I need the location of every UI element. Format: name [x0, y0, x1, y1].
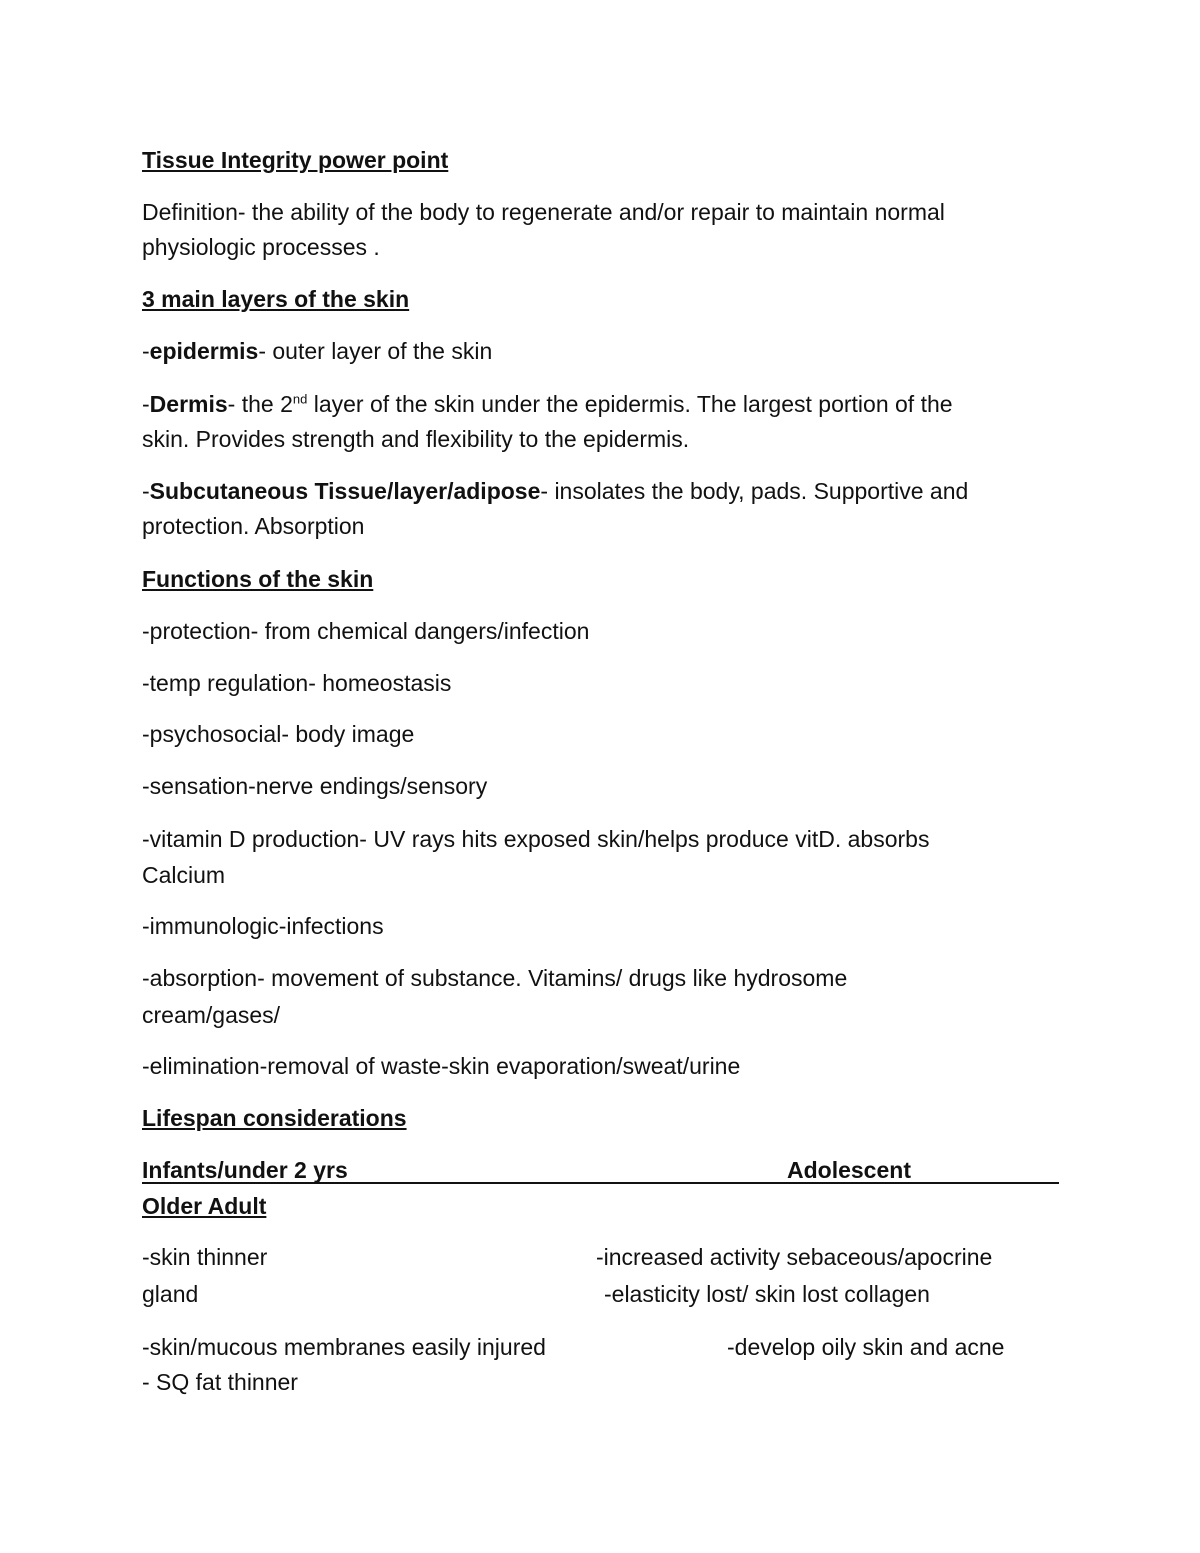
infants-item-cont: gland — [142, 1281, 199, 1307]
header-underline — [142, 1182, 1059, 1184]
function-item: -sensation-nerve endings/sensory — [142, 773, 488, 799]
definition-line-1: Definition- the ability of the body to regenerate and/or repair to maintain normal — [142, 199, 945, 225]
column-header-adolescent: Adolescent — [787, 1157, 911, 1183]
function-item: -elimination-removal of waste-skin evaporation/sweat/urine — [142, 1053, 741, 1079]
lifespan-heading: Lifespan considerations — [142, 1105, 407, 1131]
function-item-cont: cream/gases/ — [142, 1002, 281, 1028]
subcutaneous-line — [142, 476, 968, 506]
dash: - — [142, 391, 150, 417]
ordinal-suffix: nd — [292, 391, 308, 407]
infants-item: -skin/mucous membranes easily injured — [142, 1334, 546, 1360]
infants-item: -skin thinner — [142, 1244, 268, 1270]
dermis-line — [142, 389, 953, 419]
column-header-infants: Infants/under 2 yrs — [142, 1157, 348, 1183]
subcutaneous-line-2: protection. Absorption — [142, 513, 365, 539]
layers-heading: 3 main layers of the skin — [142, 286, 410, 312]
dash: - — [142, 338, 150, 364]
subcutaneous-text: - insolates the body, pads. Supportive and — [540, 478, 969, 504]
adolescent-item: -develop oily skin and acne — [727, 1334, 1005, 1360]
dermis-term: Dermis — [149, 391, 228, 417]
definition-line-2: physiologic processes . — [142, 234, 380, 260]
function-item: -temp regulation- homeostasis — [142, 670, 452, 696]
function-item: -protection- from chemical dangers/infection — [142, 618, 590, 644]
function-item: -psychosocial- body image — [142, 721, 415, 747]
function-item: -immunologic-infections — [142, 913, 384, 939]
function-item: -absorption- movement of substance. Vitamins/ drugs like hydrosome — [142, 965, 848, 991]
dermis-text-cont: layer of the skin under the epidermis. The largest portion of the — [307, 391, 953, 417]
older-adult-item: -elasticity lost/ skin lost collagen — [604, 1281, 930, 1307]
dermis-line-2: skin. Provides strength and flexibility to the epidermis. — [142, 426, 690, 452]
epidermis-term: epidermis — [149, 338, 259, 364]
document-title: Tissue Integrity power point — [142, 147, 449, 173]
column-header-older-adult: Older Adult — [142, 1193, 267, 1219]
adolescent-item: -increased activity sebaceous/apocrine — [596, 1244, 993, 1270]
functions-heading: Functions of the skin — [142, 566, 374, 592]
older-adult-item: - SQ fat thinner — [142, 1369, 298, 1395]
dermis-text: - the 2 — [227, 391, 293, 417]
dash: - — [142, 478, 150, 504]
epidermis-text: - outer layer of the skin — [258, 338, 493, 364]
epidermis-line — [142, 336, 492, 366]
subcutaneous-term: Subcutaneous Tissue/layer/adipose — [149, 478, 541, 504]
function-item: -vitamin D production- UV rays hits exposed skin/helps produce vitD. absorbs — [142, 826, 930, 852]
function-item-cont: Calcium — [142, 862, 226, 888]
